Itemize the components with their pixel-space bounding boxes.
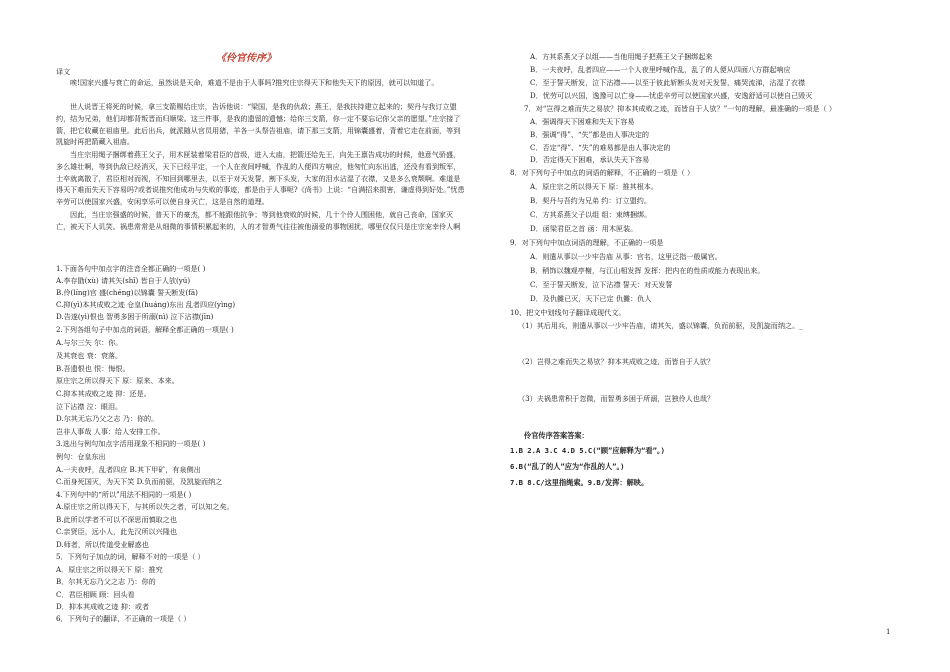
left-line-24: 5．下列句子加点的词，解释不对的一项是（ ） [56, 552, 205, 561]
yiwen-label: 译文 [56, 67, 71, 76]
left-line-23: D.师者，所以传道受业解惑也 [56, 540, 149, 549]
right-line-9: D．否定得天下困难，承认失天下容易 [530, 155, 650, 164]
left-line-10: 原庄宗之所以得天下 原：原来、本来。 [56, 376, 179, 385]
left-line-26: B．尔其无忘乃父之志 乃：你的 [56, 577, 156, 586]
right-line-6: A．强调得天下困难和失天下容易 [530, 117, 635, 126]
right-line-11: A．原庄宗之所以得天下 原：推其根本。 [530, 182, 658, 191]
right-line-16: A．则遣从事以一少牢告庙 从事：官名，这里泛指一般属官。 [530, 252, 722, 261]
right-line-4: D．忧劳可以兴国，逸豫可以亡身——忧虑辛劳可以使国家兴盛，安逸舒适可以使自己毁灭 [530, 91, 813, 100]
right-line-12: B．契丹与吾约为兄弟 约：订立盟约。 [530, 196, 651, 205]
left-line-1: 1.下面各句中加点字的注音全都正确的一项是( ) [56, 264, 206, 273]
left-line-28: D．抑本其成败之迹 抑：或者 [56, 602, 150, 611]
right-line-10: 8．对下列句子中加点的词语的解释，不正确的一项是（ ） [510, 168, 695, 177]
left-line-2: A.李存勖(xù) 请其矢(shǐ) 皆自于人欤(yú) [56, 276, 191, 285]
left-line-20: A.原庄宗之所以得天下，与其所以失之者，可以知之矣。 [56, 502, 234, 511]
left-line-9: B.吾遗恨也 恨：悔恨。 [56, 364, 130, 373]
right-line-2: B．一夫夜呼，乱者四应——一个人夜里呼喊作乱，乱了的人便从四面八方群起响应 [530, 65, 791, 74]
right-line-13: C．方其系燕父子以组 组：束缚捆绑。 [530, 210, 652, 219]
document-title: 《伶官传序》 [216, 53, 276, 64]
left-line-22: C.亲贤臣，远小人，此先汉所以兴隆也 [56, 527, 177, 536]
right-line-3: C．至于誓天断发，泣下沾襟——以至于彼此斩断头发对天发誓，痛哭流涕，沾湿了衣襟 [530, 78, 805, 87]
left-line-14: 岂非人事哉 人事：给人安排工作。 [56, 427, 165, 436]
left-line-3: B.伶(líng)官 盛(chéng)以锦囊 誓天断发(fā) [56, 288, 198, 297]
right-line-17: B．稍饰以魏观亭榭，与江山相发挥 发挥：把内在的性质或能力表现出来。 [530, 266, 765, 275]
right-line-22: （2）岂得之难而失之易欤？抑本其成败之迹，而皆自于人欤？ [518, 357, 715, 366]
left-line-4: C.抑(yì)本其成败之迹 仓皇(huáng)东出 乱者四应(yìng) [56, 300, 236, 309]
left-line-13: D.尔其无忘乃父之志 乃：你的。 [56, 414, 159, 423]
left-line-6: 2.下列各组句子中加点的词语，解释全都正确的一项是( ) [56, 325, 234, 334]
right-line-20: 10、把文中划线句子翻译成现代文。 [510, 308, 626, 317]
right-line-5: 7．对“岂得之难而失之易欤？抑本其成败之迹，而皆自于人欤？”一句的理解，最准确的一项是（ ） [524, 104, 836, 113]
left-line-19: 4.下列句中的“所以”用法不相同的一项是( ) [56, 490, 192, 499]
right-line-21: （1）其后用兵，则遣从事以一少牢告庙，请其矢，盛以锦囊，负而前驱，及凯旋而纳之。_ [518, 321, 803, 330]
paragraph-3: 当庄宗用绳子捆绑着燕王父子，用木匣装着梁君臣的首级，进入太庙，把箭还给先王，向先王禀告成功的时候，他意气骄盛，多么雄壮啊，等到仇敌已经消灭，天下已经平定，一个人在夜间呼喊，作乱的人便四方响应，他匆忙向东出逃，还没有看到叛军，士卒就离散了，君臣相对而视，不知回到哪里去，以至于对天发誓，割下头发，大家的泪水沾湿了衣襟，又是多么衰颓啊。难道是得天下难而失天下容易吗?或者说推究他成功与失败的事迹，都是由于人事呢?《尚书》上说：“自满招来损害，谦虚得到好处。”忧患辛劳可以使国家兴盛，安闲享乐可以使自身灭亡，这是自然的道理。 [56, 150, 465, 207]
answers-heading: 伶官传序答案答案： [524, 431, 589, 440]
paragraph-4: 因此，当庄宗强盛的时候，普天下的豪杰，都不能跟他抗争；等到他衰败的时候，几十个伶人围困他，就自己丧命，国家灭亡，被天下人讥笑。祸患常常是从细微的事情积累起来的，人的才智勇气往往被他溺爱的事物困扰，哪里仅仅只是庄宗宠幸伶人啊 [56, 210, 461, 231]
right-line-18: C．至于誓天断发，泣下沾襟 誓天：对天发誓 [530, 280, 673, 289]
left-line-29: 6．下列句子的翻译，不正确的一项是（ ） [56, 614, 191, 623]
left-line-17: A.一夫夜呼，乱者四应 B.其下甲矿，有泉侧出 [56, 465, 201, 474]
paragraph-1: 唉!国家兴盛与衰亡的命运，虽然说是天命，难道不是由于人事吗?推究庄宗得天下和他失天下的原因，就可以知道了。 [70, 78, 439, 87]
left-line-5: D.告遂(yì)恨也 智勇多困于所溺(nì) 泣下沾襟(jīn) [56, 312, 214, 321]
right-line-23: （3）夫祸患常积于忽微，而智勇多困于所溺，岂独伶人也哉？ [518, 394, 715, 403]
left-line-11: C.抑本其成败之迹 抑：还是。 [56, 389, 151, 398]
left-line-7: A.与尔三矢 尔：你。 [56, 338, 123, 347]
left-line-27: C．君臣相顾 顾：回头看 [56, 590, 135, 599]
right-line-14: D．函梁君臣之首 函：用木匣装。 [530, 224, 638, 233]
answers-line-3: 7.B 8.C/这里指绳索。9.B/发挥：解映。 [510, 478, 649, 487]
left-line-18: C.而身死国灭，为天下笑 D.负而前驱，及凯旋而纳之 [56, 477, 223, 486]
right-line-1: A．方其系燕父子以组——当他用绳子把燕王父子捆绑起来 [530, 52, 713, 61]
page-number: 1 [886, 628, 891, 636]
left-line-16: 例句：仓皇东出 [56, 452, 106, 461]
answers-line-1: 1.B 2.A 3.C 4.D 5.C(“顾”应解释为“看”。) [510, 446, 665, 455]
right-line-7: B．强调“得”、“失”都是由人事决定的 [530, 130, 650, 139]
left-line-21: B.此所以学者不可以不深思而慎取之也 [56, 515, 177, 524]
right-line-8: C．否定“得”、“失”的难易都是由人事决定的 [530, 143, 671, 152]
right-line-15: 9．对下列句中加点词语的理解，不正确的一项是 [510, 238, 664, 247]
left-line-12: 泣下沾襟 泣：眼泪。 [56, 402, 123, 411]
left-line-25: A．原庄宗之所以得天下 原：推究 [56, 565, 163, 574]
right-line-19: D．及仇雠已灭，天下已定 仇雠：仇人 [530, 294, 652, 303]
left-line-15: 3.选出与例句加点字活用现象不相同的一项是( ) [56, 439, 206, 448]
answers-line-2: 6.B(“乱了的人”应为“作乱的人”。) [510, 462, 625, 471]
paragraph-2: 世人说晋王将死的时候，拿三支箭赐给庄宗，告诉他说：“梁国，是我的仇敌；燕王，是我扶持建立起来的；契丹与我订立盟约，结为兄弟，他们却都背叛晋而归顺梁。这三件事，是我的遗留的遗憾；给你三支箭，你一定不要忘记你父亲的愿望。”庄宗接了箭，把它收藏在祖庙里。此后出兵，就派随从官员用猪，羊各一头祭告祖庙，请下那三支箭，用锦囊盛着，背着它走在前面，等到凯旋时再把箭藏入祖庙。 [56, 102, 461, 147]
left-line-8: 及其衰也 衰：衰落。 [56, 351, 123, 360]
